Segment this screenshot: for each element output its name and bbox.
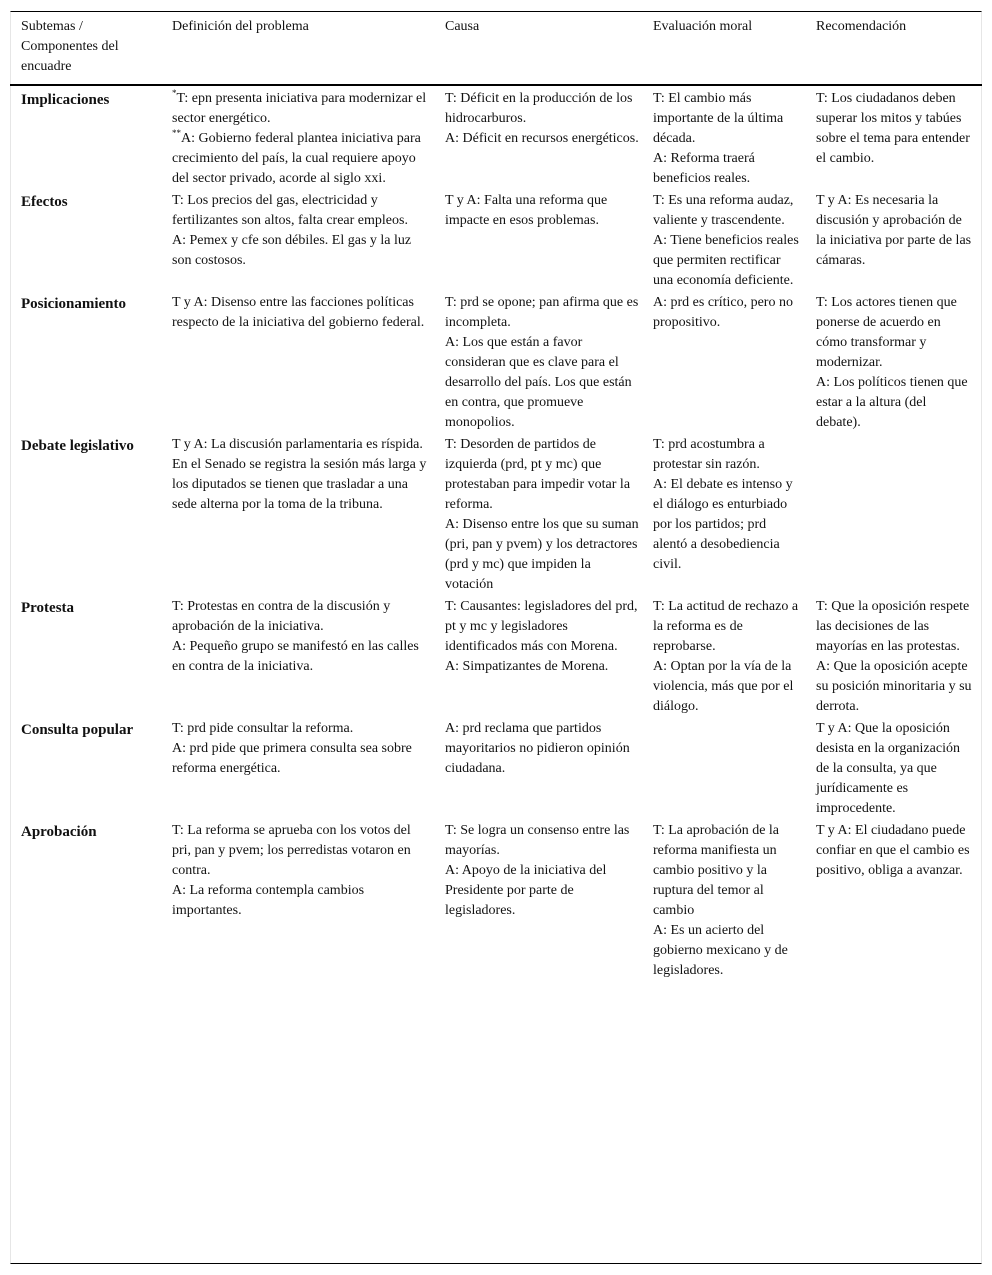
cell-recomendacion: [808, 190, 982, 292]
cell-recomendacion: [808, 718, 982, 820]
table-row: [10, 820, 982, 982]
cell-line: T: La aprobación de la reforma manifiesta un cambio positivo y la ruptura del temor al cambio: [653, 823, 780, 918]
framing-table: [10, 11, 982, 982]
cell-line: T: Los ciudadanos deben superar los mitos y tabúes sobre el tema para entender el cambio.: [816, 91, 970, 166]
cell-line: T y A: El ciudadano puede confiar en que el cambio es positivo, obliga a avanzar.: [816, 823, 970, 878]
footnote-mark: **: [172, 128, 181, 138]
cell-line: T: Desorden de partidos de izquierda (prd, pt y mc) que protestaban para impedir votar la reforma.: [445, 437, 631, 512]
cell-recomendacion: [808, 292, 982, 434]
cell-causa: [437, 596, 645, 718]
cell-line: T: prd pide consultar la reforma.: [172, 721, 354, 736]
cell-causa: [437, 190, 645, 292]
cell-evaluacion: [645, 292, 808, 434]
cell-line: T: El cambio más importante de la última década.: [653, 91, 784, 146]
cell-line: T: Se logra un consenso entre las mayorías.: [445, 823, 630, 858]
cell-line: A: El debate es intenso y el diálogo es enturbiado por los partidos; prd alentó a desobediencia civil.: [653, 477, 793, 572]
cell-line: T y A: Falta una reforma que impacte en esos problemas.: [445, 193, 608, 228]
cell-causa: [437, 292, 645, 434]
cell-definicion: [164, 434, 437, 596]
cell-causa: [437, 434, 645, 596]
row-subtema: Debate legislativo: [21, 438, 134, 454]
footnote-mark: *: [172, 88, 177, 98]
cell-causa: [437, 85, 645, 190]
cell-evaluacion: [645, 434, 808, 596]
table-row: [10, 434, 982, 596]
cell-evaluacion: [645, 190, 808, 292]
cell-line: A: Simpatizantes de Morena.: [445, 659, 609, 674]
cell-line: T: Los actores tienen que ponerse de acuerdo en cómo transformar y modernizar.: [816, 295, 957, 370]
cell-recomendacion: [808, 596, 982, 718]
row-subtema: Protesta: [21, 600, 75, 616]
cell-line: T y A: Que la oposición desista en la organización de la consulta, ya que jurídicamente es improcedente.: [816, 721, 960, 816]
cell-line: T y A: Es necesaria la discusión y aprobación de la iniciativa por parte de las cámaras.: [816, 193, 972, 268]
cell-line: T: La reforma se aprueba con los votos del pri, pan y pvem; los perredistas votaron en contra.: [172, 823, 411, 878]
table-row: [10, 85, 982, 190]
cell-line: T: Que la oposición respete las decisiones de las mayorías en las protestas.: [816, 599, 970, 654]
cell-line: T: prd se opone; pan afirma que es incompleta.: [445, 295, 639, 330]
cell-line: A: Optan por la vía de la violencia, más que por el diálogo.: [653, 659, 794, 714]
cell-line: A: La reforma contempla cambios importantes.: [172, 883, 365, 918]
cell-line: A: Apoyo de la iniciativa del Presidente por parte de legisladores.: [445, 863, 607, 918]
cell-recomendacion: [808, 85, 982, 190]
cell-line: A: Tiene beneficios reales que permiten rectificar una economía deficiente.: [653, 233, 799, 288]
cell-line: A: Reforma traerá beneficios reales.: [653, 151, 755, 186]
cell-recomendacion: [808, 434, 982, 596]
cell-line: T: prd acostumbra a protestar sin razón.: [653, 437, 765, 472]
cell-line: A: Los políticos tienen que estar a la altura (del debate).: [816, 375, 968, 430]
cell-line: T y A: La discusión parlamentaria es ríspida. En el Senado se registra la sesión más larga y los diputados se tienen que trasladar a una sede alterna por la toma de la tribuna.: [172, 437, 427, 512]
cell-line: T: Los precios del gas, electricidad y fertilizantes son altos, falta crear empleos.: [172, 193, 408, 228]
table-row: [10, 596, 982, 718]
cell-line: A: prd pide que primera consulta sea sobre reforma energética.: [172, 741, 412, 776]
cell-line: A: prd reclama que partidos mayoritarios no pidieron opinión ciudadana.: [445, 721, 630, 776]
header-row: [10, 11, 982, 85]
row-subtema: Implicaciones: [21, 92, 110, 108]
cell-line: T: Protestas en contra de la discusión y aprobación de la iniciativa.: [172, 599, 391, 634]
cell-line: A: prd es crítico, pero no propositivo.: [653, 295, 793, 330]
cell-line: A: Pemex y cfe son débiles. El gas y la luz son costosos.: [172, 233, 412, 268]
cell-evaluacion: [645, 85, 808, 190]
cell-line: A: Pequeño grupo se manifestó en las calles en contra de la iniciativa.: [172, 639, 419, 674]
cell-text: T: epn presenta iniciativa para modernizar el sector energético.: [172, 91, 427, 126]
row-subtema: Aprobación: [21, 824, 97, 840]
cell-evaluacion: [645, 718, 808, 820]
cell-definicion: [164, 820, 437, 982]
cell-causa: [437, 718, 645, 820]
cell-definicion: [164, 190, 437, 292]
cell-line: T: La actitud de rechazo a la reforma es de reprobarse.: [653, 599, 799, 654]
table-row: [10, 190, 982, 292]
cell-line: A: Es un acierto del gobierno mexicano y de legisladores.: [653, 923, 788, 978]
cell-definicion: [164, 596, 437, 718]
cell-causa: [437, 820, 645, 982]
cell-text: A: Gobierno federal plantea iniciativa para crecimiento del país, la cual requiere apoyo del sector privado, acorde al siglo xxi.: [172, 131, 421, 186]
row-subtema: Posicionamiento: [21, 296, 126, 312]
header-causa: Causa: [437, 11, 645, 85]
cell-line: [172, 129, 429, 189]
header-definicion: Definición del problema: [164, 11, 437, 85]
header-subtemas: Subtemas / Componentes del encuadre: [10, 11, 164, 85]
cell-line: T y A: Disenso entre las facciones políticas respecto de la iniciativa del gobierno federal.: [172, 295, 425, 330]
cell-line: A: Déficit en recursos energéticos.: [445, 131, 639, 146]
cell-evaluacion: [645, 820, 808, 982]
table-row: [10, 292, 982, 434]
cell-line: T: Es una reforma audaz, valiente y trascendente.: [653, 193, 794, 228]
header-evaluacion: Evaluación moral: [645, 11, 808, 85]
cell-line: [172, 89, 429, 129]
cell-evaluacion: [645, 596, 808, 718]
row-subtema: Consulta popular: [21, 722, 134, 738]
cell-line: A: Que la oposición acepte su posición minoritaria y su derrota.: [816, 659, 972, 714]
row-subtema: Efectos: [21, 194, 68, 210]
cell-definicion: [164, 85, 437, 190]
cell-recomendacion: [808, 820, 982, 982]
table-row: [10, 718, 982, 820]
cell-line: A: Disenso entre los que su suman (pri, pan y pvem) y los detractores (prd y mc) que impiden la votación: [445, 517, 639, 592]
cell-definicion: [164, 292, 437, 434]
cell-definicion: [164, 718, 437, 820]
header-recomendacion: Recomendación: [808, 11, 982, 85]
cell-line: T: Causantes: legisladores del prd, pt y mc y legisladores identificados más con Morena.: [445, 599, 638, 654]
cell-line: T: Déficit en la producción de los hidrocarburos.: [445, 91, 633, 126]
cell-line: A: Los que están a favor consideran que es clave para el desarrollo del país. Los que están en contra, que promueve monopolios.: [445, 335, 632, 430]
